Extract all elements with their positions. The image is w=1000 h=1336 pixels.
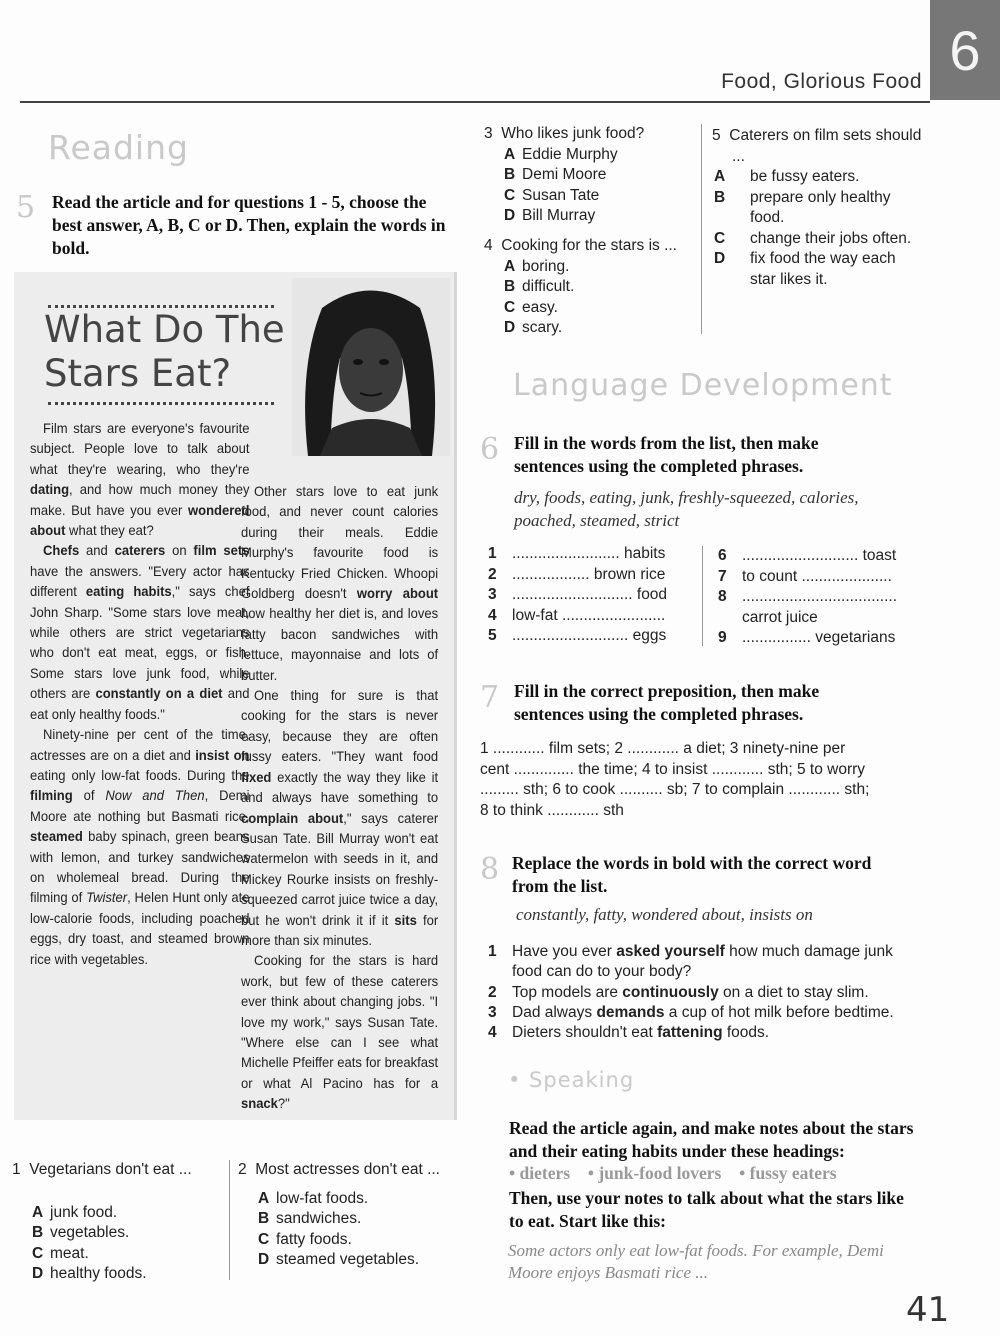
option-text: change their jobs often. xyxy=(750,229,912,247)
option-text: Susan Tate xyxy=(522,186,600,204)
option[interactable] xyxy=(504,145,694,166)
exercise-5-number: 5 xyxy=(16,190,36,225)
exercise-7-number: 7 xyxy=(480,680,500,715)
item-number: 7 xyxy=(718,567,727,585)
option-text: healthy foods. xyxy=(50,1265,147,1282)
exercise-6-word-list: dry, foods, eating, junk, freshly-squeezed, calories, poached, steamed, strict xyxy=(514,488,859,530)
question-2 xyxy=(238,1160,453,1271)
bold-word: demands xyxy=(596,1003,665,1021)
option[interactable] xyxy=(32,1203,222,1224)
exercise-5-instruction: Read the article and for questions 1 - 5, choose the best answer, A, B, C or D. Then, explain the words in bold. xyxy=(52,192,446,258)
article-title xyxy=(44,308,294,396)
item-text: Have you ever xyxy=(512,943,617,960)
option-text: fatty foods. xyxy=(276,1230,352,1248)
item-number: 1 xyxy=(488,943,497,960)
fill-item[interactable] xyxy=(488,585,667,606)
option-letter: D xyxy=(504,207,516,224)
item-number: 4 xyxy=(488,606,497,624)
bold-word: fattening xyxy=(657,1024,723,1042)
phrase-line[interactable]: 1 ............ film sets; 2 ............ a diet; 3 ninety-nine per xyxy=(480,740,846,757)
option-text: prepare only healthy food. xyxy=(750,188,891,226)
item-text: carrot juice xyxy=(742,608,818,626)
option-letter: B xyxy=(504,278,516,295)
exercise-6-number: 6 xyxy=(480,432,500,467)
question-divider xyxy=(701,124,702,334)
heading-dieters: • dieters xyxy=(509,1163,571,1183)
list-divider xyxy=(702,546,703,646)
item-text: .................. brown rice xyxy=(512,565,666,583)
item-text: .................................... xyxy=(742,588,898,606)
item-text: a cup of hot milk before bedtime. xyxy=(664,1003,894,1021)
exercise-8-word-list: constantly, fatty, wondered about, insists on xyxy=(516,905,813,924)
bold-word: asked yourself xyxy=(616,943,725,960)
item-text: how much damage junk food can do to your body? xyxy=(512,943,893,981)
item-text: low-fat ........................ xyxy=(512,606,666,624)
item-text: foods. xyxy=(722,1024,770,1042)
article-column-1: Film stars are everyone's favourite subject. People love to talk about what they're wearing, who they're dating, and how much money they make. But have you ever wondered about what they eat? Chefs and caterers on film sets have the answers. "Every actor has different eating habits," says chef John Sharp. "Some stars love meat, while others are strict vegetarians who don't eat meat, eggs, or fish. Some stars love junk food, while others are constantly on a diet and eat only healthy foods." Ninety-nine per cent of the time, actresses are on a diet and insist on eating only low-fat foods. During the filming of Now and Then, Demi Moore ate nothing but Basmati rice, steamed baby spinach, green beans with lemon, and turkey sandwiches on wholemeal bread. During the filming of Twister, Helen Hunt only ate low-calorie foods, including poached eggs, dry toast, and steamed brown rice with vegetables. xyxy=(30,420,250,967)
option[interactable] xyxy=(504,165,694,186)
fill-item[interactable] xyxy=(488,626,667,647)
fill-item[interactable] xyxy=(488,565,667,586)
speaking-headings xyxy=(509,1163,837,1184)
option-text: be fussy eaters. xyxy=(750,168,860,185)
option-text: steamed vegetables. xyxy=(276,1251,420,1268)
phrase-line[interactable]: cent .............. the time; 4 to insist ............ sth; 5 to worry xyxy=(480,760,866,778)
option[interactable] xyxy=(504,298,699,319)
actress-photo xyxy=(292,278,450,456)
question-3-stem: Who likes junk food? xyxy=(501,125,645,142)
heading-fussy-eaters: • fussy eaters xyxy=(739,1163,837,1183)
item-number: 5 xyxy=(488,627,497,645)
item-text: ........................... toast xyxy=(742,547,897,564)
article-title-line1: What Do The xyxy=(44,308,285,351)
replace-item[interactable] xyxy=(488,1003,918,1023)
question-2-number: 2 xyxy=(238,1161,247,1178)
option[interactable] xyxy=(504,206,694,227)
exercise-6-instruction: Fill in the words from the list, then make sentences using the completed phrases. xyxy=(514,433,819,476)
item-text: ............................ food xyxy=(512,586,668,604)
option-text: boring. xyxy=(522,257,570,275)
option-text: Eddie Murphy xyxy=(522,145,618,163)
option-letter: C xyxy=(504,186,516,204)
option[interactable] xyxy=(32,1264,222,1285)
fill-item[interactable] xyxy=(718,567,897,588)
fill-item[interactable] xyxy=(718,608,897,629)
option[interactable] xyxy=(714,249,922,290)
option-letter: B xyxy=(504,166,516,183)
option-letter: A xyxy=(258,1189,270,1207)
article-title-line2: Stars Eat? xyxy=(44,352,232,395)
item-text: ................ vegetarians xyxy=(742,629,896,647)
option-letter: C xyxy=(714,229,726,247)
item-text: ......................... habits xyxy=(512,545,666,562)
speaking-example: Some actors only eat low-fat foods. For example, Demi Moore enjoys Basmati rice ... xyxy=(508,1241,884,1282)
question-4-stem: Cooking for the stars is ... xyxy=(501,237,677,254)
option-text: fix food the way each star likes it. xyxy=(750,250,896,288)
option[interactable] xyxy=(258,1189,453,1210)
question-divider xyxy=(229,1160,230,1280)
option-text: low-fat foods. xyxy=(276,1189,369,1207)
question-4-number: 4 xyxy=(484,237,493,254)
option-letter: D xyxy=(32,1265,44,1282)
question-3 xyxy=(484,124,694,227)
option-letter: C xyxy=(504,298,516,316)
option-letter: A xyxy=(504,145,516,163)
option[interactable] xyxy=(32,1223,222,1244)
item-number: 1 xyxy=(488,545,497,562)
question-3-number: 3 xyxy=(484,125,493,142)
option-letter: B xyxy=(714,188,726,206)
fill-item[interactable] xyxy=(718,587,897,608)
question-5-stem: Caterers on film sets should ... xyxy=(729,127,922,165)
exercise-8-number: 8 xyxy=(480,852,500,887)
item-number: 6 xyxy=(718,547,727,564)
option-letter: D xyxy=(504,319,516,336)
exercise-6-items-right xyxy=(718,546,897,649)
exercise-7-phrases xyxy=(480,739,920,821)
option-text: junk food. xyxy=(50,1203,118,1221)
replace-item[interactable] xyxy=(488,1023,918,1043)
speaking-instruction-2: Then, use your notes to talk about what the stars like to eat. Start like this: xyxy=(509,1188,904,1231)
exercise-6-items-left xyxy=(488,544,667,647)
option[interactable] xyxy=(714,188,922,229)
option-letter: B xyxy=(258,1210,270,1227)
question-4 xyxy=(484,236,699,339)
fill-item[interactable] xyxy=(718,628,897,649)
item-text: ........................... eggs xyxy=(512,627,667,645)
item-number: 2 xyxy=(488,565,497,583)
option-text: Demi Moore xyxy=(522,166,607,183)
bold-word: continuously xyxy=(622,983,719,1001)
unit-title: Food, Glorious Food xyxy=(721,70,922,93)
option-letter: A xyxy=(504,257,516,275)
option[interactable] xyxy=(504,318,699,339)
item-number: 3 xyxy=(488,1003,497,1021)
item-number: 3 xyxy=(488,586,497,604)
item-text: to count ..................... xyxy=(742,567,892,585)
question-1-number: 1 xyxy=(12,1161,21,1178)
option-letter: D xyxy=(258,1251,270,1268)
option-letter: A xyxy=(714,168,726,185)
language-section-title: Language Development xyxy=(513,368,893,403)
item-number: 9 xyxy=(718,629,727,647)
phrase-line[interactable]: 8 to think ............ sth xyxy=(480,801,624,819)
option[interactable] xyxy=(504,257,699,278)
item-number: 2 xyxy=(488,983,497,1001)
article-column-2: Other stars love to eat junk food, and never count calories during their meals. Eddie Murphy's favourite food is Kentucky Fried Chicken. Whoopi Goldberg doesn't worry about how healthy her diet is, and loves fatty bacon sandwiches with lettuce, mayonnaise and lots of butter. One thing for sure is that cooking for the stars is never easy, because they are often fussy eaters. "They want food fixed exactly the way they like it and always have something to complain about," says caterer Susan Tate. Bill Murray won't eat watermelon with seeds in it, and Mickey Rourke insists on freshly-squeezed carrot juice twice a day, but he won't drink it if it sits for more than six minutes. Cooking for the stars is hard work, but few of these caterers ever think about changing jobs. "I love my work," says Susan Tate. "Where else can I see what Michelle Pfeiffer eats for breakfast or what Al Pacino has for a snack?" xyxy=(241,483,439,1112)
option[interactable] xyxy=(258,1250,453,1271)
heading-junk-food-lovers: • junk-food lovers xyxy=(587,1163,722,1183)
option-text: easy. xyxy=(522,298,558,316)
question-5-number: 5 xyxy=(712,127,721,144)
replace-item[interactable] xyxy=(488,942,918,983)
speaking-title: • Speaking xyxy=(508,1068,635,1092)
unit-number: 6 xyxy=(949,19,981,82)
option-text: sandwiches. xyxy=(276,1210,362,1227)
question-5 xyxy=(712,126,922,290)
option[interactable] xyxy=(714,167,922,188)
option-letter: A xyxy=(32,1203,44,1221)
option-text: meat. xyxy=(50,1244,89,1262)
item-text: Dieters shouldn't eat xyxy=(512,1024,658,1042)
option-letter: B xyxy=(32,1224,44,1241)
option[interactable] xyxy=(258,1230,453,1251)
header-rule xyxy=(20,101,930,103)
option-text: Bill Murray xyxy=(522,207,596,224)
item-number: 8 xyxy=(718,588,727,606)
reading-section-title: Reading xyxy=(48,128,189,167)
option-text: scary. xyxy=(522,319,563,336)
option-letter: D xyxy=(714,250,726,267)
option[interactable] xyxy=(258,1209,453,1230)
item-text: Dad always xyxy=(512,1003,597,1021)
item-number: 4 xyxy=(488,1024,497,1042)
option-text: vegetables. xyxy=(50,1224,130,1241)
page-number: 41 xyxy=(906,1290,950,1330)
option[interactable] xyxy=(714,229,922,250)
question-2-stem: Most actresses don't eat ... xyxy=(255,1161,440,1178)
question-1-stem: Vegetarians don't eat ... xyxy=(29,1161,192,1178)
option-letter: C xyxy=(32,1244,44,1262)
option[interactable] xyxy=(504,277,699,298)
option[interactable] xyxy=(32,1244,222,1265)
option[interactable] xyxy=(504,186,694,207)
item-text: on a diet to stay slim. xyxy=(718,983,869,1001)
replace-item[interactable] xyxy=(488,983,918,1003)
item-text: Top models are xyxy=(512,983,623,1001)
option-letter: C xyxy=(258,1230,270,1248)
fill-item[interactable] xyxy=(718,546,897,567)
option-text: difficult. xyxy=(522,278,575,295)
exercise-8-instruction: Replace the words in bold with the correct word from the list. xyxy=(512,853,872,896)
title-dots-bottom xyxy=(48,402,274,405)
fill-item[interactable] xyxy=(488,544,667,565)
fill-item[interactable] xyxy=(488,606,667,627)
phrase-line[interactable]: ......... sth; 6 to cook .......... sb; 7 to complain ............ sth; xyxy=(480,781,870,798)
speaking-instruction-1: Read the article again, and make notes about the stars and their eating habits under these headings: xyxy=(509,1118,914,1161)
exercise-8-items xyxy=(488,942,918,1043)
question-1 xyxy=(12,1160,222,1285)
exercise-7-instruction: Fill in the correct preposition, then make sentences using the completed phrases. xyxy=(514,681,820,724)
